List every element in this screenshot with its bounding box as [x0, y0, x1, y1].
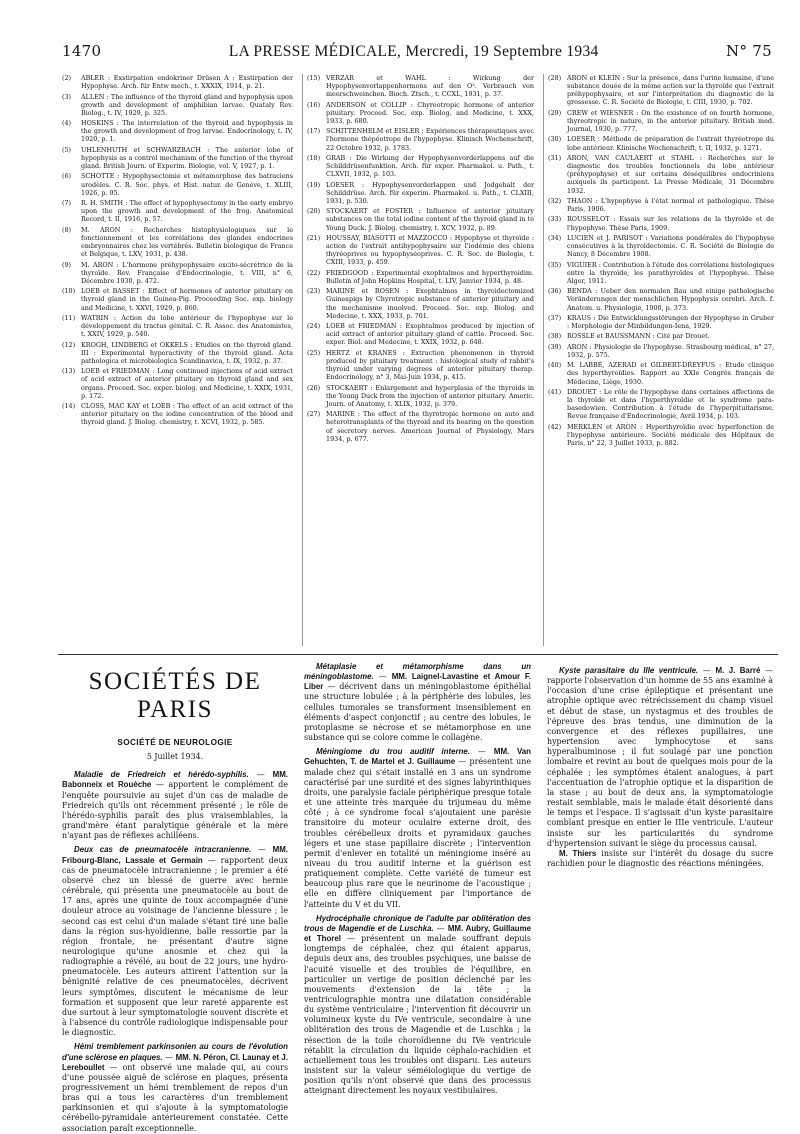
reference-number: (6): [62, 172, 72, 181]
society-name: SOCIÉTÉ DE NEUROLOGIE: [117, 738, 233, 747]
article-hydrocephalie: Hydrocéphalie chronique de l'adulte par oblitération des trous de Magendie et de Luschka. — MM. Aubry, Guillaume et Thorel — présentent un malade souffrant depuis longtemps de céphalée, chez qui étaient apparus, depuis deux ans, des troubles psychiques, une baisse de l'acuité visuelle et des troubles de l'équilibre, en particulier un vertige de position déclenché par les mouvements d'extension de la tête ; la ventriculographie montra une dilatation considérable du système ventriculaire ; l'intervention fit découvrir un volumineux kyste du IVe ventricule, secondaire à une oblitération des trous de Magendie et de Luschka ; la résection de la toile choroïdienne du IVe ventricule rétablit la circulation du liquide céphalo-rachidien et actuellement tous les troubles ont disparu. Les auteurs insistent sur la valeur séméiologique du vertige de position qu'ils n'ont observé que dans des processus atteignant directement les noyaux vestibulaires.: [304, 913, 531, 1096]
references-section: [62, 74, 774, 646]
reference-text: WATRIN : Action du lobe antérieur de l'hypophyse sur le développement du tractus génital. C. R. Assoc. des Anatomistes, t. XXIV, 1929, p. 540.: [81, 313, 293, 339]
reference-number: (21): [307, 233, 321, 242]
reference-number: (14): [62, 402, 76, 411]
reference-number: (41): [548, 387, 562, 396]
reference-entry: [307, 74, 534, 98]
reference-number: (8): [62, 225, 72, 234]
article-meningiome: Méningiome du trou auditif interne. — MM. Van Gehuchten, T. de Martel et J. Guillaume — présentent une malade chez qui s'était installé en 3 ans un syndrome caractérisé par une surdité et des signes labyrinthiques droits, une paralysie faciale périphérique presque totale et une atteinte très marquée du trijumeau du même côté ; à ce syndrome focal s'ajoutaient une parésie transitoire du moteur oculaire externe droit, des troubles cérébelleux droits et pyramidaux gauches légers et une stase papillaire discrète ; l'intervention permit d'enlever en totalité un méningiome inséré au niveau du trou auditif interne et la guérison est pratiquement complète. Cette variété de tumeur est beaucoup plus rare que le neurinome de l'acoustique ; elle en diffère cliniquement par l'importance de l'atteinte du V et du VII.: [304, 747, 531, 909]
reference-number: (29): [548, 108, 562, 117]
reference-entry: [62, 93, 293, 117]
reference-entry: [62, 172, 293, 196]
reference-text: CREW et WIESNER : On the existence of on fourth hormone, thyreotropic in nature, in the anterior pituitary. British med. Journal, 1930, p. 777.: [567, 108, 774, 134]
reference-number: (20): [307, 207, 321, 216]
reference-number: (28): [548, 74, 562, 82]
reference-entry: [307, 101, 534, 125]
reference-number: (36): [548, 287, 562, 296]
reference-entry: [548, 287, 774, 311]
reference-number: (26): [307, 383, 321, 392]
reference-text: ABLER : Exstirpation endokriner Drüsen A : Exstirpation der Hypophyse. Arch. für Entw mech., t. XXXIX, 1914, p. 21.: [81, 74, 293, 91]
reference-text: R. H. SMITH : The effect of hypophysectomy in the early embryo upon the growth and development of the frog. Anatomical Record, t. II, 1916, p. 57.: [81, 199, 293, 224]
reference-entry: [548, 343, 774, 359]
reference-text: ANDERSON et COLLIP : Chyreotropic hormone of anterior pituitary. Proceed. Soc. exp. Biolog. and Medicine, t. XXX, 1933, p. 680.: [326, 100, 534, 125]
reference-entry: [307, 154, 534, 178]
reference-entry: [307, 384, 534, 408]
reference-number: (17): [307, 127, 321, 136]
reference-entry: [62, 314, 293, 338]
reference-number: (12): [62, 340, 76, 349]
reference-number: (37): [548, 313, 562, 322]
reference-entry: [548, 154, 774, 195]
reference-number: (34): [548, 233, 562, 242]
reference-text: ROUSSELOT : Essais sur les relations de la thyroïde et de l'hypophyse. Thèse Paris, 1909.: [567, 215, 774, 232]
reference-entry: [548, 332, 774, 340]
section-title: SOCIÉTÉS DE PARIS: [88, 668, 262, 723]
reference-text: LOEB et BASSET : Effect of hormones of anterior pituitary on thyroid gland in the Guinea-Pig. Proceeding Soc. exp. biology and Medicine, t. XXVI, 1929, p. 860.: [81, 287, 293, 312]
reference-entry: [62, 119, 293, 143]
reference-text: MERKLEN et ARON : Hyperthyroïdie avec hyperfonction de l'hypophyse antérieure. Société médicale des Hôpitaux de Paris, n° 22, 3 Juillet 1933, p. 882.: [567, 422, 774, 448]
reference-entry: [62, 226, 293, 259]
reference-text: M. LABBÉ, AZERAD et GILBERT-DREYFUS : Etude clinique des hyperthyroïdies. Rapport au XXIe Congrès français de Médecine, Liège, 1930.: [567, 361, 774, 386]
reference-text: ARON et KLEIN : Sur la présence, dans l'urine humaine, d'une substance douée de la même action sur la thyroïde que l'extrait préhypophysaire, et sur l'interprétation du diagnostic de la grossesse. C. R. Société de Biologie, t. CIII, 1930, p. 702.: [567, 74, 774, 107]
reference-text: SCHOTTE : Hypophysectomie et métamorphose des batraciens urodèles. C. R. Soc. phys. et Hist. natur. de Genève, t. XLIII, 1926, p. 95.: [81, 172, 293, 197]
reference-text: DROUET : Le rôle de l'hypophyse dans certaines affections de la thyroïde et dans l'hyperthyroïdie et le syndrome para-basedowien. Contribution à l'étude de l'hyperpituitarisme. Revue française d'Endocrinologie, Avril 1934, p. 103.: [567, 387, 774, 421]
reference-text: UHLENHUTH et SCHWARZBACH : The anterior lobe of hypophysis as a control mechanism of the function of the thyroid gland. British Journ. of Experim. Biologie, vol. V, 1927, p. 1.: [81, 145, 293, 171]
reference-number: (4): [62, 119, 72, 128]
reference-number: (9): [62, 260, 72, 269]
references-column-1: [62, 74, 293, 646]
reference-entry: [307, 287, 534, 320]
reference-entry: [307, 269, 534, 285]
reference-entry: [307, 207, 534, 231]
reference-text: M. ARON : L'hormone préhypophysaire excito-sécrétrice de la thyroïde. Rev. Française d'Endocrinologie, t. VIII, n° 6, Décembre 1930, p. 472.: [81, 260, 293, 285]
reference-text: STOCKAERT et FOSTER : Influence of anterior pituitary substances on the total iodine content of the thyroid gland in te Young Duck. J. Biolog. chemistry, t. XCV, 1932, p. 89.: [326, 207, 534, 232]
reference-text: FRIEDGOOD : Experimental exophtalmos and hyperthyroidim. Bulletin of John Hopkins Hospital, t. LIV, Janvier 1934, p. 48.: [326, 268, 534, 285]
reference-entry: [307, 181, 534, 205]
reference-text: VERZAR et WAHL : Wirkung der Hypophysenvorlappenhormons auf den O². Verbrauch von meerschweinchen. Bioch. Ztsch., t. CCXL, 1931, p. 37.: [326, 74, 534, 99]
reference-number: (10): [62, 287, 76, 296]
references-column-3: [543, 74, 774, 646]
reference-text: GRAB : Die Wirkung der Hypophysenvorderlappens auf die Schilddrüsenfunktion. Arch. für exper. Pharmakol. u. Path., t. CLXVII, 1932, p. 103.: [326, 153, 534, 179]
reference-number: (5): [62, 145, 72, 154]
reference-number: (2): [62, 74, 72, 82]
reference-text: BENDA : Ueber den normalen Bau und einige pathologische Veränderungen der menschlichen Hypophysis cerebri. Arch. f. Anatom. u. Physiologie, 1900, p. 373.: [567, 287, 774, 312]
text-column-3: [547, 662, 773, 1134]
reference-entry: [548, 109, 774, 133]
reference-entry: [62, 261, 293, 285]
reference-text: KRAUS : Die Entwicklungsstörungen der Hypophyse in Gruber : Morphologie der Minbildungen-Iena, 1929.: [567, 313, 774, 331]
article-meningoblastome: Métaplasie et métamorphisme dans un méningoblastome. — MM. Laignel-Lavastine et Amour F. Liber — décrivent dans un méningoblastome épithélial une structure lobulée ; à la périphérie des lobules, les cellules tumorales se transforment insensiblement en éléments d'aspect conjonctif ; au centre des lobules, le protoplasme se nécrose et se métamorphose en une substance qui se colore comme le collagène.: [304, 662, 531, 743]
references-column-2: [302, 74, 534, 646]
reference-text: HOSKINS : The interrelation of the thyroid and hypophysis in the growth and development of frog larvae. Endocrinology, t. IV, 1920, p. 1.: [81, 119, 293, 144]
reference-number: (22): [307, 268, 321, 277]
reference-number: (32): [548, 196, 562, 205]
reference-number: (7): [62, 199, 72, 208]
article-parkinsonien: Hémi tremblement parkinsonien au cours de l'évolution d'une sclérose en plaques. — MM. N. Péron, Cl. Launay et J. Lereboullet — ont observé une malade qui, au cours d'une poussée aiguë de sclérose en plaques, présenta progressivement un hémi tremblement de repos d'un bras qui a tous les caractères d'un tremblement parkinsonien et qui s'ajoute à la symptomatologie cérébello-pyramidale antérieurement constatée. Cette association paraît exceptionnelle.: [62, 1042, 288, 1133]
reference-number: (27): [307, 410, 321, 419]
reference-number: (23): [307, 287, 321, 296]
reference-number: (15): [307, 74, 321, 82]
reference-number: (38): [548, 332, 562, 341]
societes-section: [62, 662, 774, 1133]
article-thiers: M. Thiers insiste sur l'intérêt du dosage du sucre rachidien pour le diagnostic des réactions méningées.: [547, 848, 773, 868]
reference-entry: [548, 135, 774, 151]
issue-number: N° 75: [726, 42, 772, 60]
session-date: 5 Juillet 1934.: [146, 752, 204, 762]
text-column-2: [304, 662, 531, 1134]
article-kyste: Kyste parasitaire du IIIe ventricule. — M. J. Barré — rapporte l'observation d'un homme de 55 ans examiné à l'occasion d'une crise épileptique et présentant une atrophie optique avec rétrécissement du champ visuel et début de stase, un nystagmus et des troubles de l'épreuve des bras tendus, une diminution de la convergence et des réflexes pupillaires, une hypertension avec lymphocytose et sans hyperalbuminose ; il fut soulagé par une ponction lombaire et revint au bout de quelques mois pour de la céphalée ; les symptômes étaient analogues, à part l'accentuation de l'atrophie optique et la disparition de la stase ; au bout de deux ans, la symptomatologie restait semblable, mais le malade était désorienté dans le temps et l'espace. Il s'agissait d'un kyste parasitaire comblant presque en entier le IIIe ventricule. L'auteur insiste sur les particularités du syndrome d'hypertension suivant le siège du processus causal.: [547, 666, 773, 848]
reference-text: ALLEN : The influence of the thyroid gland and hypophysis upon growth and development of amphibian larvae. Quataly Rev. Biolog., t. IV, 1929, p. 325.: [81, 92, 293, 117]
reference-entry: [62, 287, 293, 311]
reference-text: MARINE et ROSEN : Exophtalmos in thyroidectomized Guineapigs by Chyrotropic substance of anterior pituitary and the mechanisme inuolved. Proceed. Soc. exp. Biolog. and Medecine, t. XXX, 1933, p. 701.: [326, 287, 534, 320]
reference-number: (39): [548, 342, 562, 351]
reference-number: (31): [548, 153, 562, 162]
reference-text: STOCKAERT : Enlargement and hyperplasia of the thyroids in the Young Duck from the injection of anterior pituitary. Americ. Journ. of Anatomy, t. XLIX, 1932, p. 379.: [326, 383, 534, 408]
reference-entry: [548, 215, 774, 231]
reference-entry: [62, 341, 293, 365]
reference-entry: [548, 314, 774, 330]
reference-entry: [307, 234, 534, 267]
reference-text: LUCIEN et J. PARISOT : Variations pondérales de l'hypophyse consécutives à la thyroïdectomie. C. R. Société de Biologie de Nancy, 8 Décembre 1908.: [567, 233, 774, 259]
reference-number: (40): [548, 361, 562, 370]
reference-number: (30): [548, 135, 562, 144]
reference-number: (19): [307, 180, 321, 189]
reference-number: (16): [307, 100, 321, 109]
article-friedreich: Maladie de Friedreich et hérédo-syphilis. — MM. Babonneix et Rouèche — apportent le complément de l'enquête poursuivie au sujet d'un cas de maladie de Friedreich qu'ils ont récemment présenté ; le rôle de l'hérédo-syphilis paraît des plus vraisemblables, la grand'mère étant paralytique générale et la mère n'ayant pas de réflexes achilléens.: [62, 770, 288, 841]
article-pneumatocele: Deux cas de pneumatocèle intracranienne. — MM. Fribourg-Blanc, Lassale et Germain — rapportent deux cas de pneumatocèle intracranienne ; le premier a été observé chez un blessé de guerre avec hernie cérébrale, qui présenta une pneumatocèle au bout de 17 ans, après une quinte de toux accompagnée d'une douleur atroce au voisinage de l'ancienne blessure ; le second cas est celui d'un malade s'étant tiré une balle dans la région sus-hyoïdienne, balle ressortie par la région frontale, ne présentant d'autre signe neurologique qu'une anosmie et chez qui la radiographie a révélé, au bout de 22 jours, une hydro-pneumatocèle. Les auteurs attirent l'attention sur la bénignité relative de ces pneumatocèles, décrivent leurs symptômes, discutent le mécanisme de leur formation et supposent que leur rareté apparente est due surtout à leur symptomatologie souvent discrète et à l'absence du contrôle radiologique indispensable pour le diagnostic.: [62, 845, 288, 1038]
reference-text: VIGUIER : Contribution à l'étude des corrélations histologiques entre la thyroïde, les parathyroïdes et l'hypophyse. Thèse Alger, 1911.: [567, 260, 774, 285]
reference-entry: [548, 234, 774, 258]
reference-text: CLOSS, MAC KAY et LOEB : The effect of an acid extract of the anterior pituitary on the iodine concentration of the blood and thyroid gland. J. Biolog. chemistry, t. XCVI, 1932, p. 585.: [81, 402, 293, 427]
section-divider: [58, 654, 778, 655]
reference-text: LOEB et FRIEDMAN : Long continued injections of acid extract of acid extract of anterior pituitary on thyroid gland and sex organs. Proceed. Soc. exper. biolog. and Medicine, t. XXIX, 1931, p. 172.: [81, 367, 293, 400]
reference-text: ARON : Physiologie de l'hypophyse. Strasbourg médical, n° 27, 1932, p. 575.: [567, 342, 774, 359]
reference-entry: [548, 388, 774, 421]
reference-entry: [62, 146, 293, 170]
reference-number: (13): [62, 367, 76, 376]
reference-number: (35): [548, 260, 562, 269]
reference-entry: [548, 261, 774, 285]
reference-text: SCHITTENHELM et EISLER : Expériences thérapeutiques avec l'hormone thépéotrope de l'hypophyse. Klinisch Wochenschrift, 22 Octobre 1932, p. 1783.: [326, 127, 534, 152]
reference-text: ROSSLE et BAUSSMANN : Cité par Drouet.: [567, 332, 710, 341]
journal-title: LA PRESSE MÉDICALE, Mercredi, 19 Septembre 1934: [228, 43, 599, 60]
reference-entry: [548, 74, 774, 107]
reference-entry: [307, 349, 534, 382]
text-column-1: [62, 662, 288, 1134]
reference-text: THAON : L'hypophyse à l'état normal et pathologique. Thèse Paris, 1906.: [567, 196, 774, 214]
reference-number: (42): [548, 422, 562, 431]
reference-text: KROGH, LINDBERG et OKKELS : Etudies on the thyroid gland. III : Experimental hyperactivity of the thyroid gland. Acta pathologica et microbiologica Scandinavica, t. IX, 1932, p. 37.: [81, 340, 293, 365]
reference-entry: [307, 322, 534, 346]
reference-text: ARON, VAN CAULAERT et STAHL : Recherches sur le diagnostic des troubles fonctionnels du lobe antérieur (préhypophyse) et sur certains déséquilibres endocriniens auxquels ils participent. La Presse Médicale, 31 Décembre 1932.: [567, 153, 774, 195]
reference-number: (11): [62, 313, 76, 322]
reference-entry: [307, 410, 534, 443]
reference-text: MARINE : The effect of the thyrotropic hormone on auto and heterotransplants of the thyroid and its bearing on the question of secretory nerves. American Journal of Physiology, Mars 1934, p. 677.: [326, 410, 534, 443]
reference-entry: [62, 367, 293, 400]
reference-text: HOUSSAY, BIASOTTI et MAZZOCCO : Hypophyse et thyroïde : action de l'extrait antihypophysaire sur l'iodémie des chiens thyréoprives ou hypophyséoprives. C. R. Soc. de Biologie, t. CXIII, 1933, p. 459.: [326, 233, 534, 267]
reference-number: (24): [307, 322, 321, 331]
reference-number: (18): [307, 153, 321, 162]
reference-entry: [548, 361, 774, 385]
page-header: [62, 42, 772, 64]
reference-text: LOESER : Méthode de préparation de l'extrait thyréotrope du lobe antérieur. Klinische Wochenschrift, t. II, 1932, p. 1271.: [567, 135, 774, 152]
reference-text: HERTZ et KRANES : Extraction phenomenon in thyroid produced by pituitary treatment : histological study of rabbit's thyroid under varying degrees of anterior pituitary therap. Endocrinology, n° 3, Mai-Juin 1934, p. 415.: [326, 348, 534, 382]
reference-text: LOEB et FRIEDMAN : Exophtalmos produced by injection of acid extract of anterior pituitary gland of cattle. Proceed. Soc. exper. Biol. and Medecine, t. XXIX, 1932, p. 648.: [326, 322, 534, 347]
reference-number: (25): [307, 348, 321, 357]
reference-entry: [62, 402, 293, 426]
reference-text: LOESER : Hypophysenvorderlappen und Jodgehalt der Schilddrüse. Arch. für experim. Pharmakol. u. Path., t. CLXIII, 1931, p. 530.: [326, 180, 534, 205]
reference-entry: [548, 423, 774, 447]
reference-number: (33): [548, 215, 562, 224]
reference-entry: [548, 197, 774, 213]
reference-number: (3): [62, 92, 72, 101]
reference-entry: [62, 199, 293, 223]
reference-text: M. ARON : Recherches histophysiologiques sur le fonctionnement et les corrélations des glandes endocrines embryonnaires chez les vertébrés. Bulletin biologique de France et Belgique, t. LXV, 1931, p. 438.: [81, 225, 293, 259]
reference-entry: [62, 74, 293, 90]
reference-entry: [307, 127, 534, 151]
page-number: 1470: [62, 42, 102, 60]
